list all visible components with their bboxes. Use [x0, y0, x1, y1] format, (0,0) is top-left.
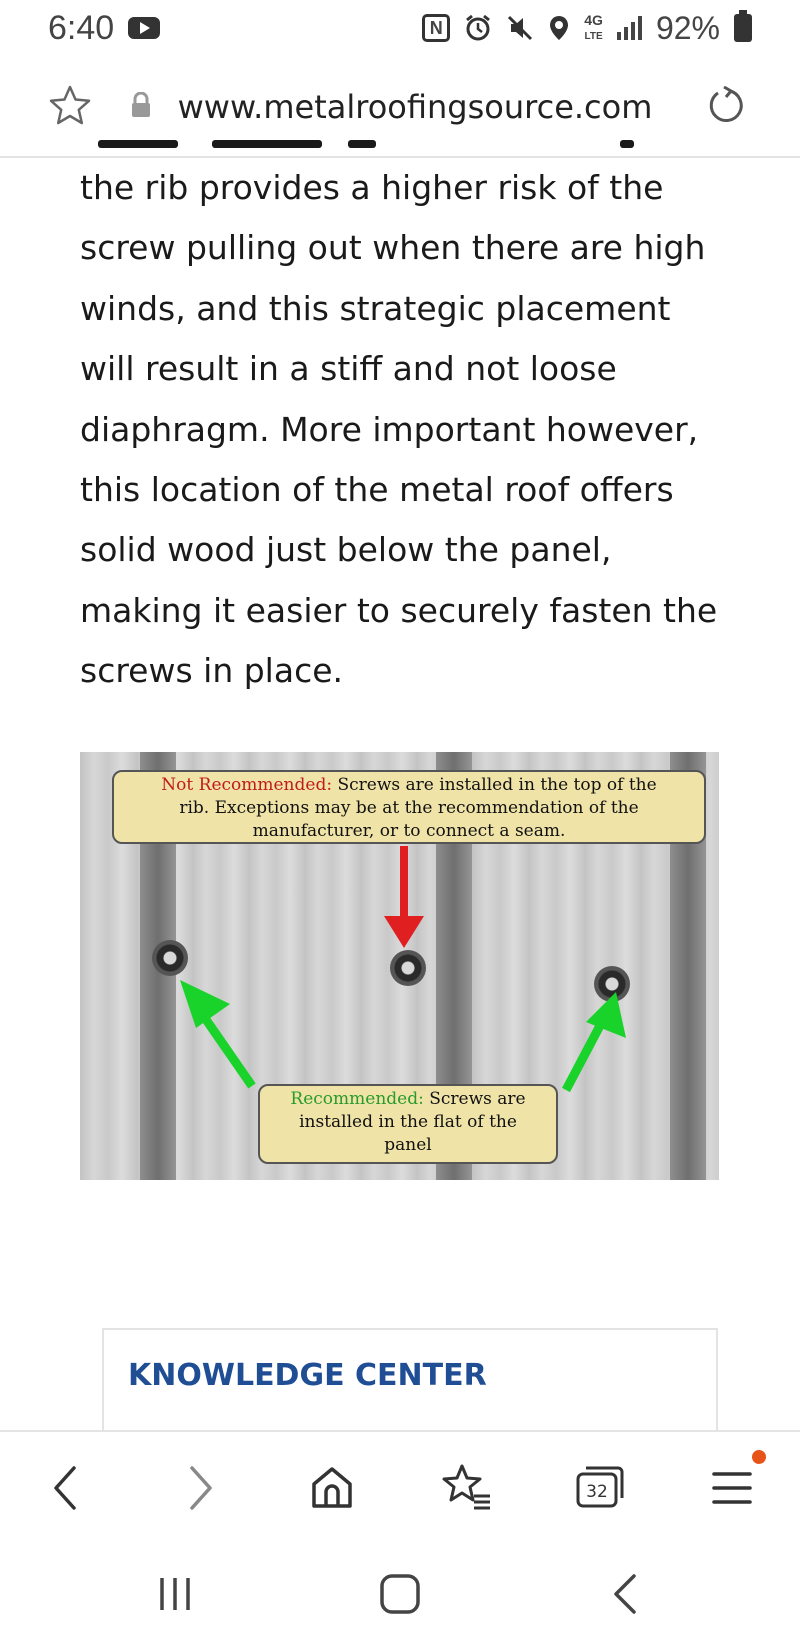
recent-apps-icon[interactable] [150, 1572, 200, 1616]
forward-icon[interactable] [170, 1458, 230, 1518]
youtube-icon [128, 17, 160, 39]
notification-dot [752, 1450, 766, 1464]
lte-icon [584, 13, 603, 44]
knowledge-center-title[interactable]: KNOWLEDGE CENTER [128, 1358, 487, 1393]
system-navigation-bar [0, 1542, 800, 1644]
network-sub-label: LTE [584, 30, 603, 42]
tab-count: 32 [586, 1482, 608, 1502]
battery-percent: 92% [655, 9, 720, 46]
signal-icon [617, 16, 642, 40]
status-left [48, 9, 160, 48]
back-icon[interactable] [36, 1458, 96, 1518]
status-right [422, 10, 752, 47]
location-icon [548, 14, 570, 42]
recommended-label: Recommended: [290, 1089, 424, 1109]
callout-text: manufacturer, or to connect a seam. [252, 821, 566, 841]
article-body [80, 158, 740, 702]
cut-off-text-line [80, 140, 640, 160]
menu-icon[interactable] [702, 1458, 762, 1518]
article-line: winds, and this strategic placement [80, 288, 671, 328]
back-button-icon[interactable] [604, 1572, 648, 1616]
home-icon[interactable] [302, 1458, 362, 1518]
article-line: screw pulling out when there are high [80, 228, 706, 268]
reload-icon[interactable] [706, 86, 746, 126]
browser-toolbar [0, 1430, 800, 1542]
article-line: diaphragm. More important however, [80, 409, 699, 449]
article-line: screws in place. [80, 651, 344, 691]
article-line: the rib provides a higher risk of the [80, 168, 664, 207]
article-line: this location of the metal roof offers [80, 470, 674, 510]
tabs-icon[interactable] [570, 1458, 630, 1518]
alarm-icon [464, 14, 492, 42]
article-line: making it easier to securely fasten the [80, 590, 718, 630]
recommended-callout [258, 1084, 558, 1164]
callout-text: Screws are installed in the top of the [337, 775, 657, 795]
callout-text: panel [384, 1135, 432, 1155]
not-recommended-label: Not Recommended: [161, 775, 333, 795]
nfc-icon: N [422, 14, 450, 42]
screw-placement-image [80, 752, 719, 1180]
home-button-icon[interactable] [376, 1572, 424, 1616]
callout-text: Screws are [429, 1089, 526, 1109]
status-bar [0, 0, 800, 56]
mute-icon [506, 14, 534, 42]
not-recommended-callout [112, 770, 706, 844]
clock: 6:40 [48, 8, 115, 47]
url-text[interactable]: www.metalroofingsource.com [177, 88, 653, 126]
battery-icon [734, 14, 752, 42]
callout-text: rib. Exceptions may be at the recommendation of the [179, 798, 639, 818]
article-line: will result in a stiff and not loose [80, 349, 617, 389]
callout-text: installed in the flat of the [299, 1112, 517, 1132]
bookmarks-icon[interactable] [436, 1458, 496, 1518]
article-line: solid wood just below the panel, [80, 530, 612, 570]
network-label: 4G [584, 11, 603, 28]
